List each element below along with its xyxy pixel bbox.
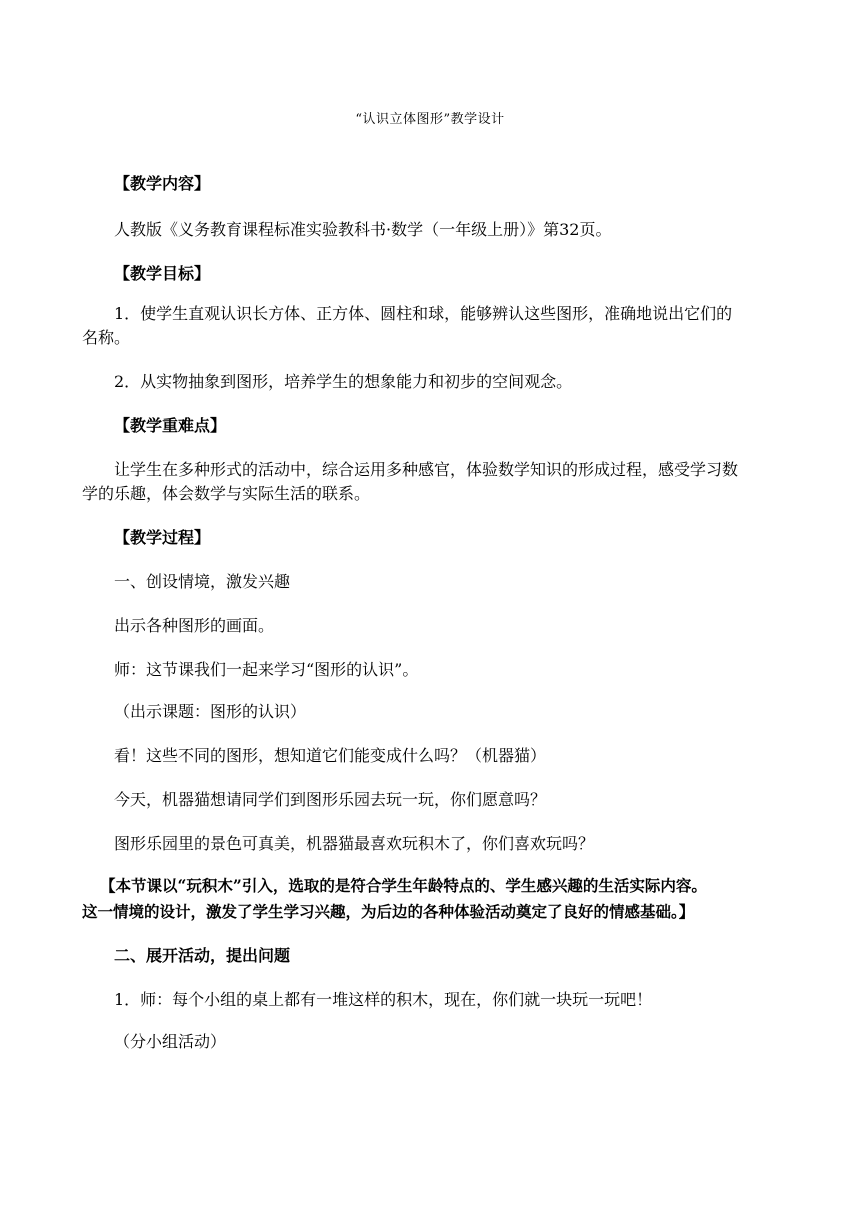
section-1-para-6: 图形乐园里的景色可真美，机器猫最喜欢玩积木了，你们喜欢玩吗？ <box>114 834 595 853</box>
heading-teaching-process: 【教学过程】 <box>114 528 211 547</box>
section-1-para-1: 出示各种图形的画面。 <box>114 616 275 635</box>
note-line-1: 【本节课以“玩积木”引入，选取的是符合学生年龄特点的、学生感兴趣的生活实际内容。 <box>100 876 707 895</box>
document-title: “认识立体图形”教学设计 <box>355 112 505 127</box>
note-line-2: 这一情境的设计，激发了学生学习兴趣，为后边的各种体验活动奠定了良好的情感基础。】 <box>82 902 695 921</box>
section-2-heading: 二、展开活动，提出问题 <box>114 946 291 965</box>
teaching-content-text: 人教版《义务教育课程标准实验教科书·数学（一年级上册）》第32页。 <box>114 220 612 239</box>
key-points-line-1: 让学生在多种形式的活动中，综合运用多种感官，体验数学知识的形成过程，感受学习数 <box>114 460 739 479</box>
section-2-para-2: （分小组活动） <box>114 1032 227 1051</box>
goal-1-line-1: 1．使学生直观认识长方体、正方体、圆柱和球，能够辨认这些图形，准确地说出它们的 <box>114 304 733 323</box>
section-2-para-1: 1．师：每个小组的桌上都有一堆这样的积木，现在，你们就一块玩一玩吧！ <box>114 990 653 1009</box>
heading-teaching-goals: 【教学目标】 <box>114 264 211 283</box>
section-1-para-3: （出示课题：图形的认识） <box>114 702 307 721</box>
goal-1-line-2: 名称。 <box>82 328 131 347</box>
section-1-para-2: 师：这节课我们一起来学习“图形的认识”。 <box>114 660 419 679</box>
section-1-heading: 一、创设情境，激发兴趣 <box>114 572 291 591</box>
section-1-para-4: 看！这些不同的图形，想知道它们能变成什么吗？（机器猫） <box>114 746 547 765</box>
heading-teaching-content: 【教学内容】 <box>114 174 211 193</box>
section-1-para-5: 今天，机器猫想请同学们到图形乐园去玩一玩，你们愿意吗？ <box>114 790 547 809</box>
goal-2: 2．从实物抽象到图形，培养学生的想象能力和初步的空间观念。 <box>114 372 573 391</box>
key-points-line-2: 学的乐趣，体会数学与实际生活的联系。 <box>82 484 371 503</box>
heading-key-points: 【教学重难点】 <box>114 416 227 435</box>
